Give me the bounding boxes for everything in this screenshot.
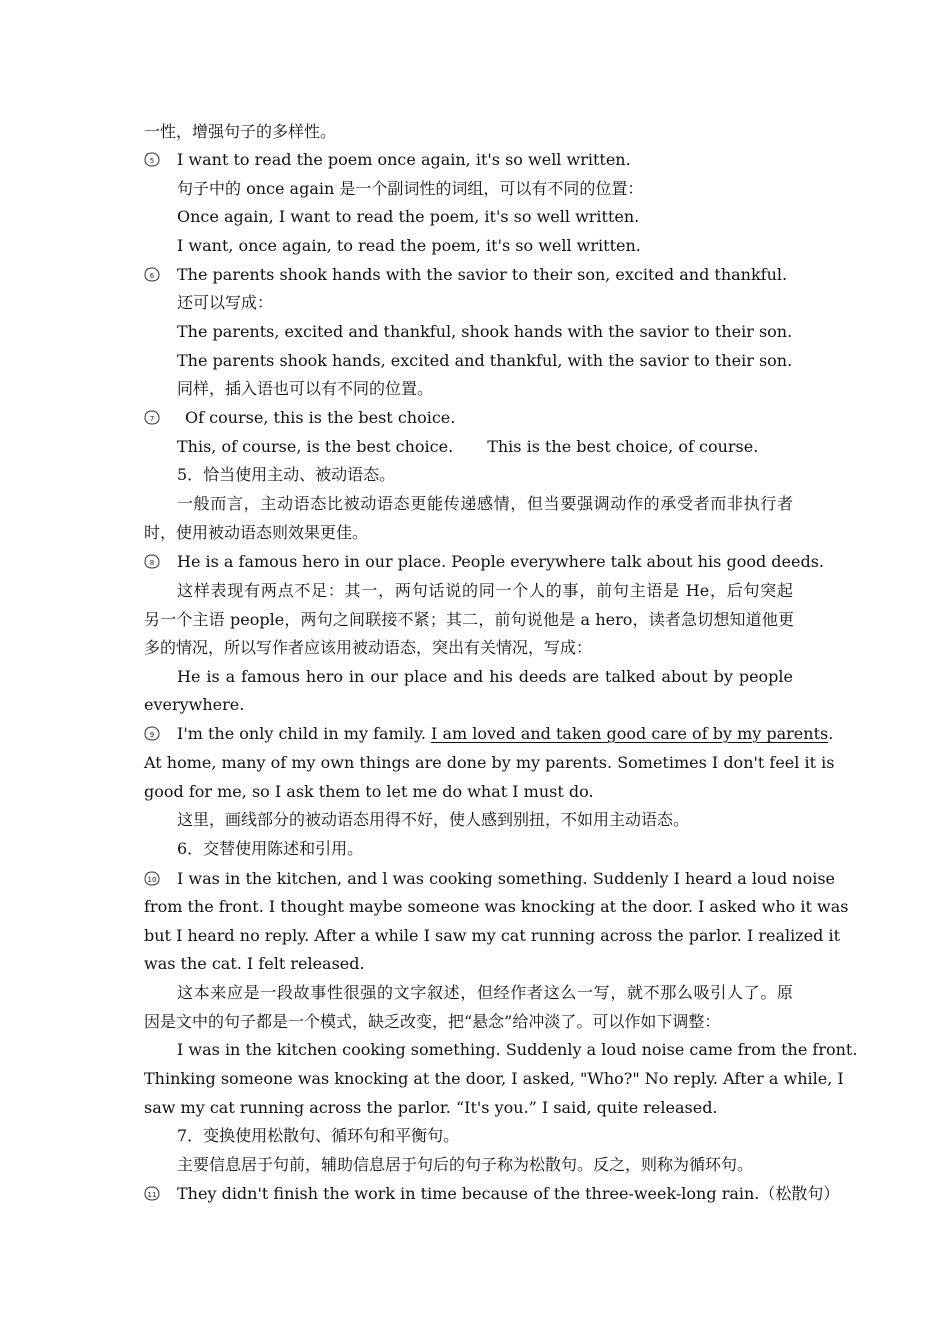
example-marker-icon: [142, 409, 162, 431]
example-marker-icon: [142, 151, 162, 173]
text-line: 这样表现有两点不足：其一，两句话说的同一个人的事，前句主语是 He，后句突起: [177, 581, 793, 600]
text-line: good for me, so I ask them to let me do what I must do.: [144, 782, 594, 801]
section-heading: 5．恰当使用主动、被动语态。: [177, 465, 396, 484]
text-line: [177, 720, 834, 749]
example-marker-icon: [142, 553, 162, 575]
example-marker-icon: [142, 725, 162, 747]
underlined-passive-phrase: I am loved and taken good care of by my parents: [431, 724, 829, 743]
text-line: everywhere.: [144, 695, 245, 714]
text-line: The parents shook hands, excited and thankful, with the savior to their son.: [177, 351, 793, 370]
text-line: 因是文中的句子都是一个模式，缺乏改变，把“悬念”给冲淡了。可以作如下调整：: [144, 1012, 721, 1031]
text-segment: This, of course, is the best choice.: [177, 437, 454, 456]
text-line: At home, many of my own things are done by my parents. Sometimes I don't feel it is: [144, 753, 835, 772]
text-line: 一性，增强句子的多样性。: [144, 122, 337, 141]
text-line: 一般而言，主动语态比被动语态更能传递感情，但当要强调动作的承受者而非执行者: [177, 494, 793, 513]
text-segment: .: [828, 724, 834, 743]
text-line: 句子中的 once again 是一个副词性的词组，可以有不同的位置：: [177, 179, 644, 198]
text-line: from the front. I thought maybe someone was knocking at the door. I asked who it was: [144, 897, 849, 916]
example-number: 11: [147, 1191, 157, 1199]
text-line: Once again, I want to read the poem, it's so well written.: [177, 207, 640, 226]
text-line: Thinking someone was knocking at the door, I asked, "Who?" No reply. After a while, I: [144, 1069, 844, 1088]
text-line: I want to read the poem once again, it's so well written.: [177, 150, 631, 169]
text-line: He is a famous hero in our place. People everywhere talk about his good deeds.: [177, 552, 825, 571]
text-line: 这里，画线部分的被动语态用得不好，使人感到别扭，不如用主动语态。: [177, 810, 690, 829]
text-line: 另一个主语 people，两句之间联接不紧；其二，前句说他是 a hero，读者急切想知道他更: [144, 610, 794, 629]
text-line: I want, once again, to read the poem, it's so well written.: [177, 236, 641, 255]
text-line: but I heard no reply. After a while I saw my cat running across the parlor. I realized it: [144, 926, 841, 945]
text-line: I was in the kitchen, and l was cooking something. Suddenly I heard a loud noise: [177, 869, 836, 888]
example-marker-icon: [142, 870, 162, 892]
example-number: 6: [149, 272, 155, 280]
section-heading: 7．变换使用松散句、循环句和平衡句。: [177, 1126, 460, 1145]
text-line: They didn't finish the work in time because of the three-week-long rain.（松散句）: [177, 1184, 840, 1203]
example-marker-icon: [142, 1185, 162, 1207]
text-line: [177, 433, 827, 462]
text-line: Of course, this is the best choice.: [185, 408, 456, 427]
text-line: 主要信息居于句前，辅助信息居于句后的句子称为松散句。反之，则称为循环句。: [177, 1155, 754, 1174]
example-number: 9: [149, 731, 155, 739]
text-line: He is a famous hero in our place and his deeds are talked about by people: [177, 667, 793, 686]
example-number: 5: [149, 157, 155, 165]
example-number: 7: [149, 415, 155, 423]
example-marker-icon: [142, 266, 162, 288]
text-segment: This is the best choice, of course.: [487, 437, 759, 456]
text-line: 多的情况，所以写作者应该用被动语态，突出有关情况，写成：: [144, 638, 593, 657]
text-line: 同样，插入语也可以有不同的位置。: [177, 379, 434, 398]
text-line: The parents, excited and thankful, shook hands with the savior to their son.: [177, 322, 793, 341]
text-line: 时，使用被动语态则效果更佳。: [144, 523, 369, 542]
text-line: 还可以写成：: [177, 293, 274, 312]
text-line: I was in the kitchen cooking something. Suddenly a loud noise came from the front.: [177, 1040, 858, 1059]
text-line: The parents shook hands with the savior to their son, excited and thankful.: [177, 265, 788, 284]
text-segment: I'm the only child in my family.: [177, 724, 432, 743]
example-number: 8: [149, 559, 155, 567]
example-number: 10: [147, 876, 157, 884]
text-line: was the cat. I felt released.: [144, 954, 365, 973]
text-line: saw my cat running across the parlor. “It's you.” I said, quite released.: [144, 1098, 718, 1117]
text-line: 这本来应是一段故事性很强的文字叙述，但经作者这么一写，就不那么吸引人了。原: [177, 983, 793, 1002]
section-heading: 6．交替使用陈述和引用。: [177, 839, 364, 858]
